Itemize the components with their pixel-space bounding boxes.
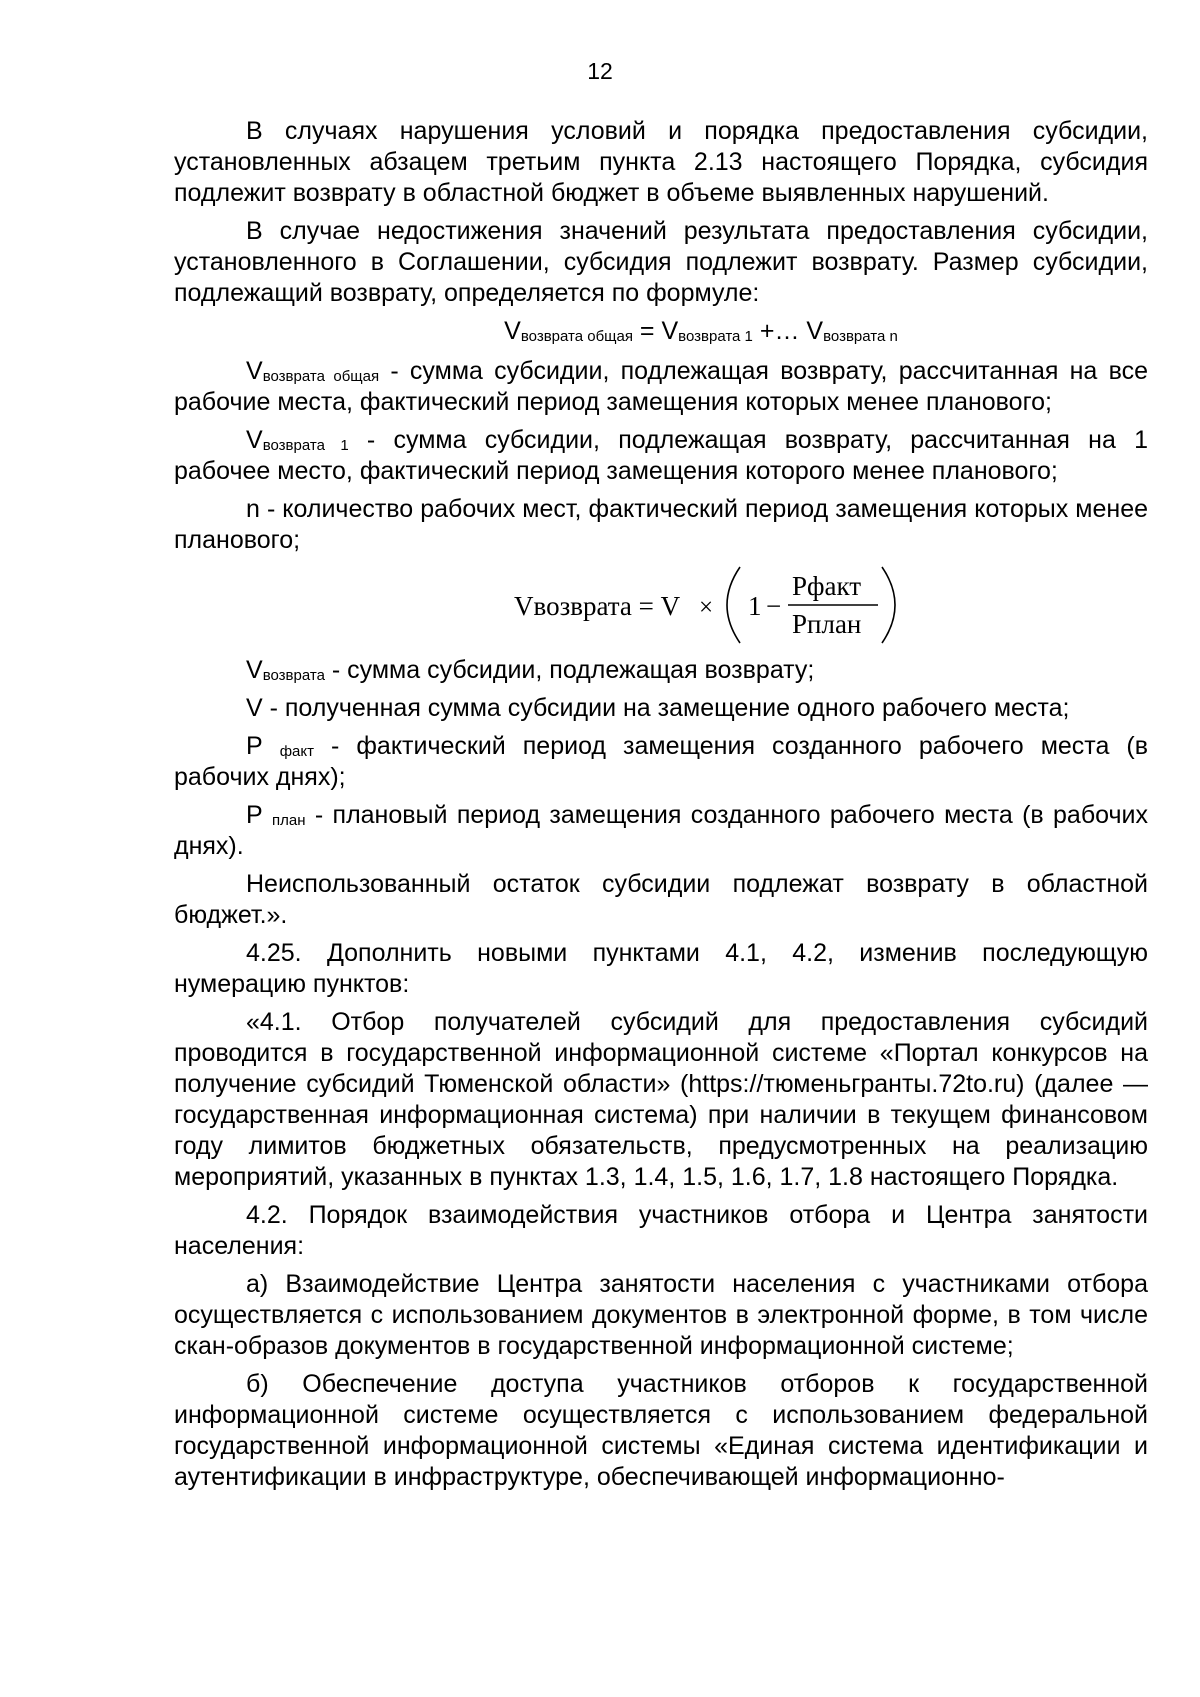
formula-svg [514,563,1074,647]
paragraph-violation-return: В случаях нарушения условий и порядка предоставления субсидии, установленных абзацем третьим пункта 2.13 настоящего Порядка, субсидия подлежит возврату в областной бюджет в объеме выявленных нарушений. [174,117,1148,207]
formula-minus: − [766,591,782,621]
formula-left-paren [727,567,740,643]
definition-v-return: $V_{возврата}$ - сумма субсидии, подлежащая возврату; [246,656,815,684]
paragraph-result-not-achieved: В случае недостижения значений результата предоставления субсидии, установленного в Соглашении, субсидия подлежит возврату. Размер субсидии, подлежащий возврату, определяется по формуле: [174,217,1148,307]
formula-times: × [699,594,714,621]
definition-v: V - полученная сумма субсидии на замещение одного рабочего места; [246,694,1070,722]
formula-right-paren [882,567,895,643]
paragraph-4-25: 4.25. Дополнить новыми пунктами 4.1, 4.2, изменив последующую нумерацию пунктов: [174,939,1148,998]
definition-v-1: $V_{возврата 1}$ - сумма субсидии, подлежащая возврату, рассчитанная на 1 рабочее место, фактический период замещения которого менее планового; [174,426,1148,485]
paragraph-unused-balance: Неиспользованный остаток субсидии подлежат возврату в областной бюджет.». [174,870,1148,929]
document-body [174,116,1148,1500]
paragraph-b: б) Обеспечение доступа участников отборов к государственной информационной системе осуществляется с использованием федеральной государственной информационной системы «Единая система идентификации и аутентификации в инфраструктуре, обеспечивающей информационно- [174,1370,1148,1491]
paragraph-4-1: «4.1. Отбор получателей субсидий для предоставления субсидий проводится в государственной информационной системе «Портал конкурсов на получение субсидий Тюменской области» (https://тюменьгранты.72to.ru) (далее — государственная информационная система) при наличии в текущем финансовом году лимитов бюджетных обязательств, предусмотренных на реализацию мероприятий, указанных в пунктах 1.3, 1.4, 1.5, 1.6, 1.7, 1.8 настоящего Порядка. [174,1008,1148,1191]
formula-one: 1 [748,591,762,621]
formula-denominator: Pплан [792,609,862,639]
paragraph-a: а) Взаимодействие Центра занятости населения с участниками отбора осуществляется с использованием документов в электронной форме, в том числе скан-образов документов в государственной информационной системе; [174,1270,1148,1360]
formula-return-amount [174,563,1148,647]
definition-v-total: $V_{возврата общая}$ - сумма субсидии, подлежащая возврату, рассчитанная на все рабочие места, фактический период замещения которых менее планового; [174,357,1148,416]
definition-n: n - количество рабочих мест, фактический период замещения которых менее планового; [174,495,1148,554]
formula-numerator: Pфакт [792,571,862,601]
page-number: 12 [587,58,613,84]
definition-p-fact: Р $_{факт}$ - фактический период замещения созданного рабочего места (в рабочих днях); [174,732,1148,791]
formula-lhs: Vвозврата = V [514,591,681,621]
paragraph-4-2: 4.2. Порядок взаимодействия участников отбора и Центра занятости населения: [174,1201,1148,1260]
definition-p-plan: Р $_{план}$ - плановый период замещения созданного рабочего места (в рабочих днях). [174,801,1148,860]
formula-total-return: $V_{возврата общая} = V_{возврата 1}$ +… $V_{возврата n}$ [504,317,898,345]
